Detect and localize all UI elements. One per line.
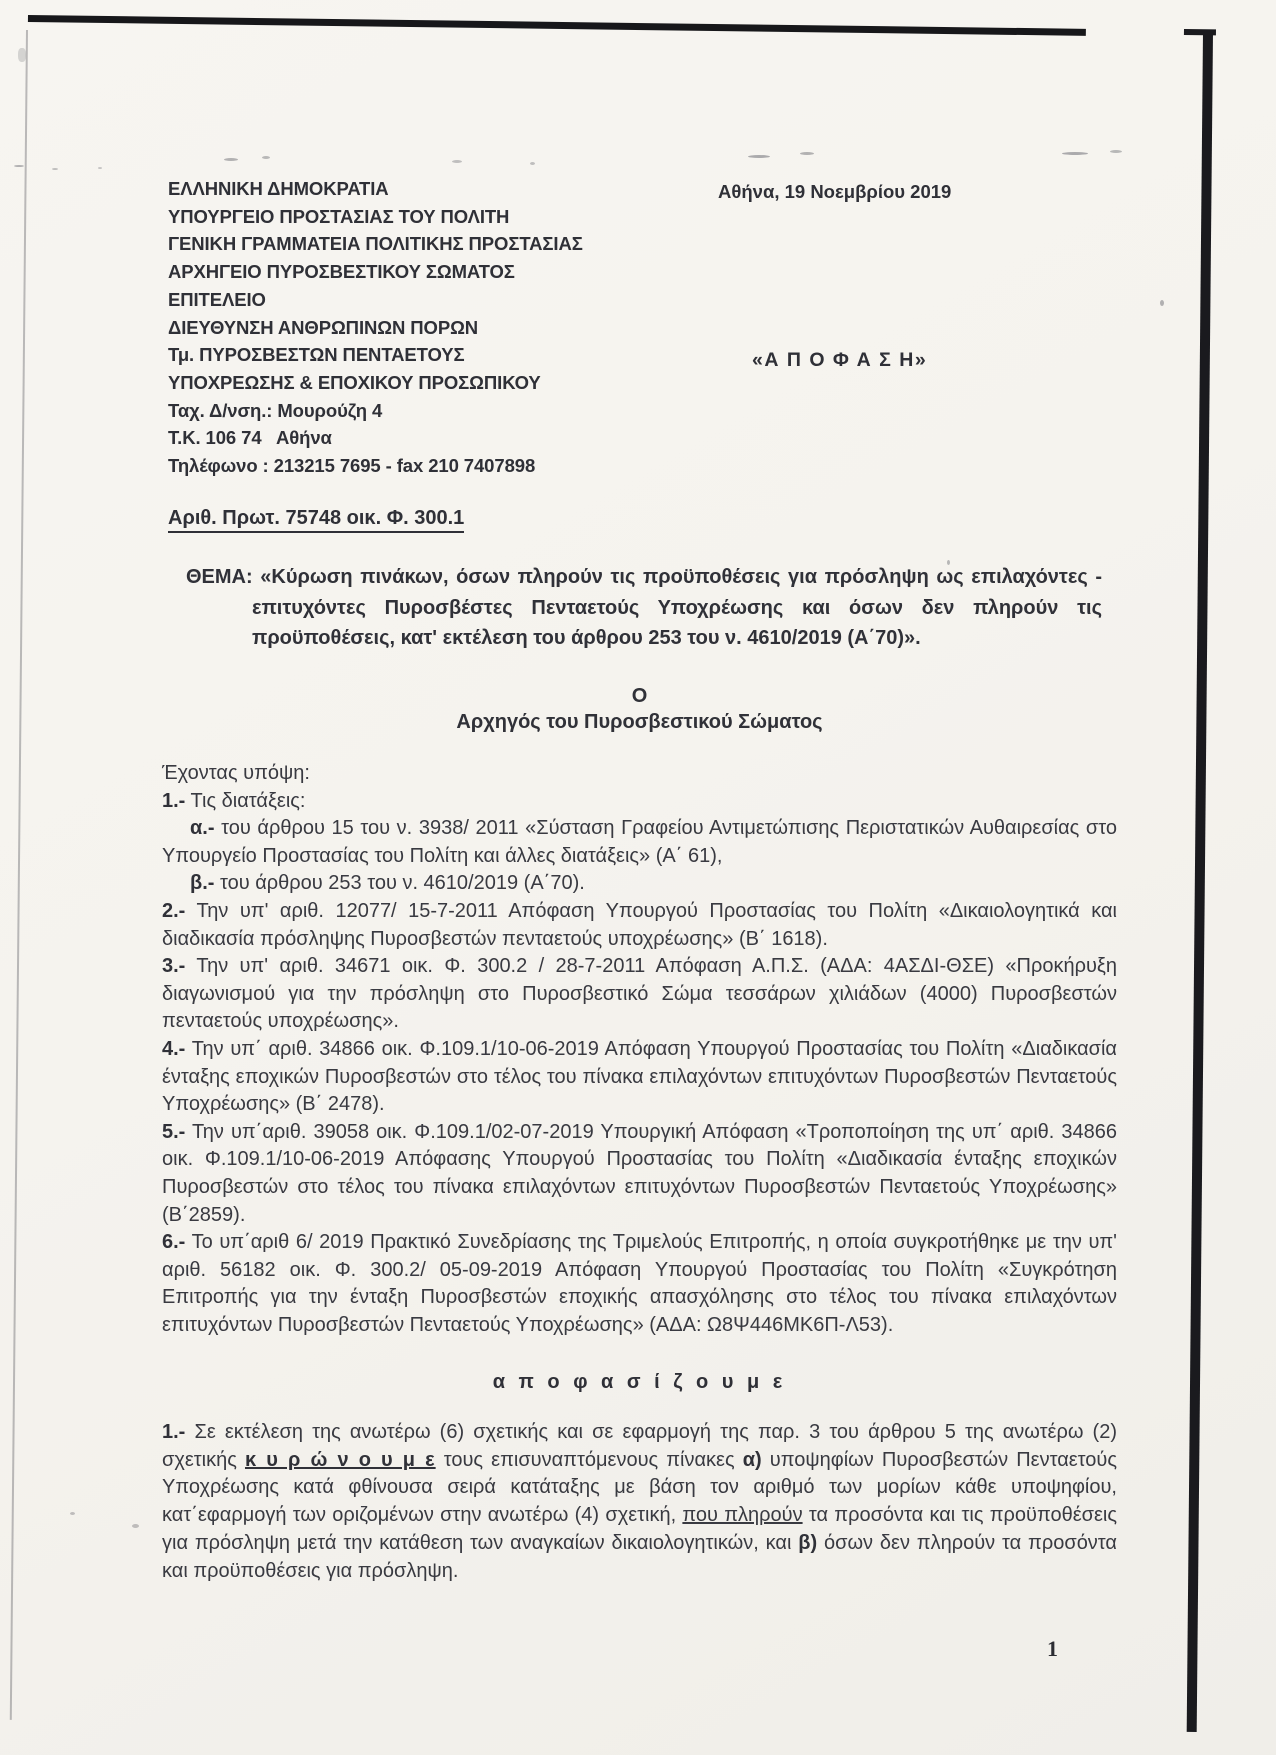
- preamble-intro: Έχοντας υπόψη:: [162, 762, 310, 784]
- decision-text: τους επισυναπτόμενους πίνακες: [435, 1448, 743, 1471]
- scan-noise: [1110, 150, 1122, 153]
- scan-noise: [748, 155, 770, 158]
- protocol-number-text: Αριθ. Πρωτ. 75748 οικ. Φ. 300.1: [168, 507, 464, 533]
- scan-noise: [14, 165, 24, 167]
- scan-noise: [1160, 300, 1164, 306]
- item-text: Την υπ' αριθ. 12077/ 15-7-2011 Απόφαση Υπουργού Προστασίας του Πολίτη «Δικαιολογητικά και διαδικασία πρόσληψης Πυροσβεστών πενταετούς υποχρέωσης» (Β΄ 1618).: [162, 899, 1117, 950]
- subject-text: «Κύρωση πινάκων, όσων πληρούν τις προϋποθέσεις για πρόσληψη ως επιλαχόντες - επιτυχόντες Πυροσβέστες Πενταετούς Υποχρέωσης και όσων δεν πληρούν τις προϋποθέσεις, κατ' εκτέλεση του άρθρου 253 του ν. 4610/2019 (Α΄70)».: [252, 566, 1102, 649]
- decision-item-marker: 1.-: [162, 1421, 186, 1443]
- letterhead-postal-code: Τ.Κ. 106 74 Αθήνα: [168, 427, 332, 449]
- scan-noise: [18, 48, 26, 62]
- decision-text: τα προσόντα και τις προϋποθέσεις για πρόσληψη μετά την κατάθεση των αναγκαίων δικαιολογητικών, και: [162, 1504, 1117, 1554]
- subject-paragraph: [186, 562, 1102, 654]
- scan-noise: [530, 162, 535, 165]
- item-marker: α.-: [190, 817, 215, 840]
- item-marker: 2.-: [162, 899, 186, 922]
- preamble-item: [162, 788, 1117, 816]
- preamble-item: [162, 1119, 1117, 1229]
- scan-noise: [98, 167, 102, 169]
- decision-keyword-ratify: κ υ ρ ώ ν ο υ μ ε: [244, 1448, 436, 1471]
- item-marker: 6.-: [162, 1231, 186, 1254]
- scan-edge-top-line: [28, 15, 1086, 36]
- letterhead-line: Τμ. ΠΥΡΟΣΒΕΣΤΩΝ ΠΕΝΤΑΕΤΟΥΣ: [168, 344, 465, 366]
- scan-edge-left-line: [10, 30, 28, 1720]
- scan-noise: [452, 160, 462, 163]
- decision-list-a-marker: α): [742, 1448, 762, 1471]
- preamble-item: [162, 1036, 1117, 1119]
- item-marker: 1.-: [162, 789, 186, 812]
- issuing-authority: [162, 684, 1117, 735]
- letterhead-line: ΥΠΟΥΡΓΕΙΟ ΠΡΟΣΤΑΣΙΑΣ ΤΟΥ ΠΟΛΙΤΗ: [168, 205, 510, 227]
- decision-underlined-phrase: που πληρούν: [682, 1504, 803, 1527]
- decision-text: όσων δεν πληρούν τα προσόντα και προϋποθέσεις για πρόσληψη.: [162, 1531, 1117, 1582]
- decision-paragraph: [162, 1419, 1117, 1585]
- decision-text: Σε εκτέλεση της ανωτέρω (6) σχετικής και σε εφαρμογή της παρ. 3 του άρθρου 5 της ανωτέρω (2) σχετικής: [162, 1421, 1117, 1471]
- decision-heading: α π ο φ α σ ί ζ ο υ μ ε: [492, 1371, 787, 1393]
- letterhead-line: ΑΡΧΗΓΕΙΟ ΠΥΡΟΣΒΕΣΤΙΚΟΥ ΣΩΜΑΤΟΣ: [168, 261, 515, 283]
- letterhead-phone-fax: Τηλέφωνο : 213215 7695 - fax 210 7407898: [168, 455, 536, 477]
- letterhead-line: ΓΕΝΙΚΗ ΓΡΑΜΜΑΤΕΙΑ ΠΟΛΙΤΙΚΗΣ ΠΡΟΣΤΑΣΙΑΣ: [168, 233, 583, 255]
- letterhead-address: Ταχ. Δ/νση.: Μουρούζη 4: [168, 399, 383, 421]
- scan-noise: [1062, 152, 1088, 155]
- decision-label: «Α Π Ο Φ Α Σ Η»: [752, 349, 928, 371]
- item-text: Την υπ΄ αριθ. 34866 οικ. Φ.109.1/10-06-2019 Απόφαση Υπουργού Προστασίας του Πολίτη «Διαδικασία ένταξης εποχικών Πυροσβεστών στο τέλος του πίνακα επιλαχόντων επιτυχόντων Πυροσβεστών Πενταετούς Υποχρέωσης» (Β΄ 2478).: [162, 1037, 1117, 1116]
- scan-noise: [262, 156, 270, 159]
- letterhead: [168, 175, 583, 480]
- scan-noise: [224, 158, 238, 161]
- preamble-item: [162, 1229, 1117, 1339]
- scan-noise: [132, 1524, 139, 1528]
- decision-text: υποψηφίων Πυροσβεστών Πενταετούς Υποχρέωσης κατά φθίνουσα σειρά κατάταξης με βάση τον αριθμό των μορίων κάθε υποψηφίου, κατ΄εφαρμογή των οριζομένων στην ανωτέρω (4) σχετική,: [162, 1448, 1117, 1527]
- scan-noise: [52, 168, 58, 170]
- decision-list-b-marker: β): [798, 1531, 818, 1554]
- preamble-item: [162, 953, 1117, 1036]
- preamble-item: [162, 870, 1117, 898]
- authority-article: Ο: [631, 685, 648, 707]
- item-text: Την υπ΄αριθ. 39058 οικ. Φ.109.1/02-07-2019 Υπουργική Απόφαση «Τροποποίηση της υπ΄ αριθ. 34866 οικ. Φ.109.1/10-06-2019 Απόφασης Υπουργού Προστασίας του Πολίτη «Διαδικασία ένταξης εποχικών Πυροσβεστών στο τέλος του πίνακα επιλαχόντων επιτυχόντων Πυροσβεστών Πενταετούς Υποχρέωσης» (Β΄2859).: [162, 1120, 1117, 1226]
- document-date: Αθήνα, 19 Νοεμβρίου 2019: [718, 181, 952, 202]
- scan-edge-right-bar: [1187, 32, 1213, 1732]
- item-text: Τις διατάξεις:: [185, 789, 306, 812]
- scan-noise: [70, 1512, 75, 1515]
- preamble-block: [162, 760, 1117, 1339]
- item-marker: 4.-: [162, 1037, 186, 1060]
- letterhead-line: ΔΙΕΥΘΥΝΣΗ ΑΝΘΡΩΠΙΝΩΝ ΠΟΡΩΝ: [168, 316, 479, 338]
- preamble-item: [162, 898, 1117, 953]
- protocol-number: [168, 507, 464, 530]
- letterhead-line: ΕΛΛΗΝΙΚΗ ΔΗΜΟΚΡΑΤΙΑ: [168, 178, 389, 199]
- item-marker: β.-: [190, 872, 215, 895]
- letterhead-line: ΥΠΟΧΡΕΩΣΗΣ & ΕΠΟΧΙΚΟΥ ΠΡΟΣΩΠΙΚΟΥ: [168, 371, 541, 393]
- preamble-item: [162, 815, 1117, 870]
- item-marker: 3.-: [162, 955, 186, 978]
- item-text: του άρθρου 253 του ν. 4610/2019 (Α΄70).: [214, 872, 585, 895]
- item-marker: 5.-: [162, 1120, 186, 1143]
- scan-noise: [800, 152, 814, 155]
- letterhead-line: ΕΠΙΤΕΛΕΙΟ: [168, 288, 266, 310]
- item-text: του άρθρου 15 του ν. 3938/ 2011 «Σύσταση Γραφείου Αντιμετώπισης Περιστατικών Αυθαιρεσίας στο Υπουργείο Προστασίας του Πολίτη και άλλες διατάξεις» (Α΄ 61),: [162, 817, 1117, 867]
- item-text: Την υπ' αριθ. 34671 οικ. Φ. 300.2 / 28-7-2011 Απόφαση Α.Π.Σ. (ΑΔΑ: 4ΑΣΔΙ-ΘΣΕ) «Προκήρυξη διαγωνισμού για την πρόσληψη στο Πυροσβεστικό Σώμα τεσσάρων χιλιάδων (4000) Πυροσβεστών πενταετούς υποχρέωσης».: [162, 955, 1117, 1033]
- subject-label: ΘΕΜΑ:: [186, 566, 253, 588]
- page-number: 1: [1047, 1636, 1058, 1661]
- item-text: Το υπ΄αριθ 6/ 2019 Πρακτικό Συνεδρίασης της Τριμελούς Επιτροπής, η οποία συγκροτήθηκε με την υπ' αριθ. 56182 οικ. Φ. 300.2/ 05-09-2019 Απόφαση Υπουργού Προστασίας του Πολίτη «Συγκρότηση Επιτροπής για την ένταξη Πυροσβεστών εποχικής απασχόλησης στο τέλος του πίνακα επιλαχόντων επιτυχόντων Πυροσβεστών Πενταετούς Υποχρέωσης» (ΑΔΑ: Ω8Ψ446ΜΚ6Π-Λ53).: [162, 1231, 1117, 1336]
- authority-title: Αρχηγός του Πυροσβεστικού Σώματος: [456, 710, 823, 733]
